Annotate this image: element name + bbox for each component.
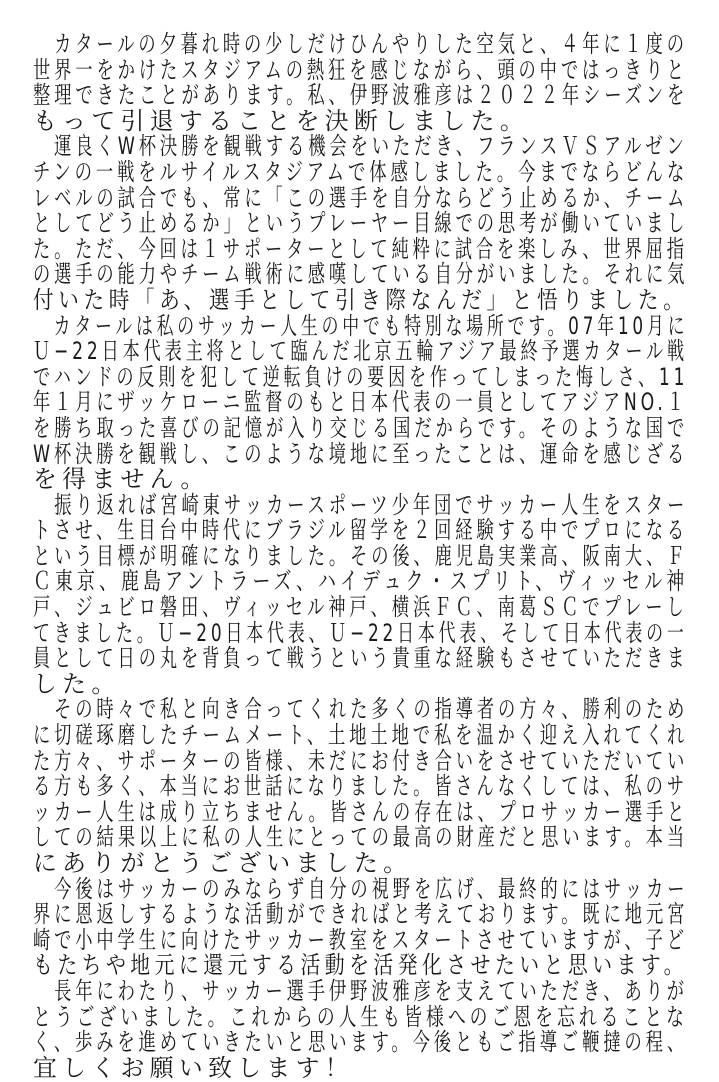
text-line: その時々で私と向き合ってくれた多くの指導者の方々、勝利のため — [33, 695, 689, 724]
text-line: にありがとうございました。 — [33, 849, 413, 877]
text-line: Ｕ−22日本代表主将として臨んだ北京五輪アジア最終予選カタール戦 — [33, 337, 689, 366]
text-line: 運良くW杯決勝を観戦する機会をいただき、フランスＶＳアルゼン — [33, 132, 688, 161]
text-line: もたちや地元に還元する活動を活発化させたいと思います。 — [33, 951, 688, 980]
text-line: 員として日の丸を背負って戦うという貴重な経験もさせていただきま — [33, 644, 689, 673]
paragraph — [33, 32, 693, 134]
paragraph — [33, 976, 693, 1082]
text-line: た。ただ、今回は１サポーターとして純粋に試合を楽しみ、世界屈指 — [33, 234, 688, 263]
text-line: 振り返れば宮崎東サッカースポーツ少年団でサッカー人生をスター — [33, 490, 689, 519]
paragraph — [33, 490, 693, 698]
text-line: に切磋琢磨したチームメート、土地土地で私を温かく迎え入れてくれ — [33, 721, 689, 750]
text-line: 整理できたことがあります。私、伊野波雅彦は２０２２年シーズンを — [33, 81, 689, 110]
text-line: 世界一をかけたスタジアムの熱狂を感じながら、頭の中ではっきりと — [33, 55, 688, 84]
text-line: 崎で小中学生に向けたサッカー教室をスタートさせていますが、子ど — [33, 925, 688, 954]
paragraph — [33, 134, 693, 313]
text-line: カタールは私のサッカー人生の中でも特別な場所です。07年10月に — [33, 311, 689, 340]
text-line: の選手の能力やチーム戦術に感嘆している自分がいました。それに気 — [33, 260, 689, 289]
text-line: た方々、サポーターの皆様、未だにお付き合いをさせていただいてい — [33, 746, 689, 775]
text-line: る方も多く、本当にお世話になりました。皆さんなくしては、私のサ — [33, 772, 688, 801]
text-line: もって引退することを決断しました。 — [33, 106, 530, 135]
text-line: を勝ち取った喜びの記憶が入り交じる国だからです。そのような国で — [33, 413, 689, 442]
text-line: 年１月にザッケローニ監督のもと日本代表の一員としてアジアNO.１ — [33, 388, 688, 417]
text-line: した。 — [33, 669, 121, 698]
paragraph — [33, 874, 693, 980]
text-line: とうございました。これからの人生も皆様へのご恩を忘れることな — [33, 1002, 688, 1031]
text-line: 付いた時「あ、選手として引き際なんだ」と悟りました。 — [33, 285, 689, 314]
text-line: W杯決勝を観戦し、このような境地に至ったことは、運命を感じざる — [33, 439, 689, 468]
paragraph — [33, 311, 693, 494]
text-line: 戸、ジュビロ磐田、ヴィッセル神戸、横浜ＦＣ、南葛ＳＣでプレーし — [33, 593, 688, 622]
text-line: トさせ、生目台中時代にブラジル留学を２回経験する中でプロになる — [33, 516, 689, 545]
text-line: でハンドの反則を犯して逆転負けの要因を作ってしまった悔しさ、11 — [33, 362, 689, 391]
text-line: く、歩みを進めていきたいと思います。今後ともご指導ご鞭撻の程、 — [33, 1028, 688, 1057]
text-line: 長年にわたり、サッカー選手伊野波雅彦を支えていただき、ありが — [33, 976, 688, 1005]
text-line: 今後はサッカーのみならず自分の視野を広げ、最終的にはサッカー — [33, 874, 689, 903]
text-line: Ｃ東京、鹿島アントラーズ、ハイデュク・スプリト、ヴィッセル神 — [33, 567, 689, 596]
text-line: てきました。Ｕ−20日本代表、Ｕ−22日本代表、そして日本代表の一 — [33, 618, 688, 647]
text-line: 宜しくお願い致します！ — [33, 1053, 354, 1082]
text-line: カタールの夕暮れ時の少しだけひんやりした空気と、４年に１度の — [33, 30, 688, 58]
text-line: チンの一戦をルサイルスタジアムで体感しました。今までならどんな — [33, 157, 689, 186]
text-line: を得ません。 — [33, 465, 210, 494]
text-line: ッカー人生は成り立ちません。皆さんの存在は、プロサッカー選手と — [33, 797, 689, 826]
text-line: レベルの試合でも、常に「この選手を自分ならどう止めるか、チーム — [33, 183, 689, 212]
text-line: しての結果以上に私の人生にとっての最高の財産だと思います。本当 — [33, 823, 688, 852]
text-line: という目標が明確になりました。その後、鹿児島実業高、阪南大、Ｆ — [33, 541, 689, 570]
text-line: としてどう止めるか」というプレーヤー目線での思考が働いていまし — [33, 209, 689, 238]
text-line: 界に恩返しするような活動ができればと考えております。既に地元宮 — [33, 900, 689, 929]
paragraph — [33, 697, 693, 876]
retirement-statement — [33, 32, 693, 1081]
